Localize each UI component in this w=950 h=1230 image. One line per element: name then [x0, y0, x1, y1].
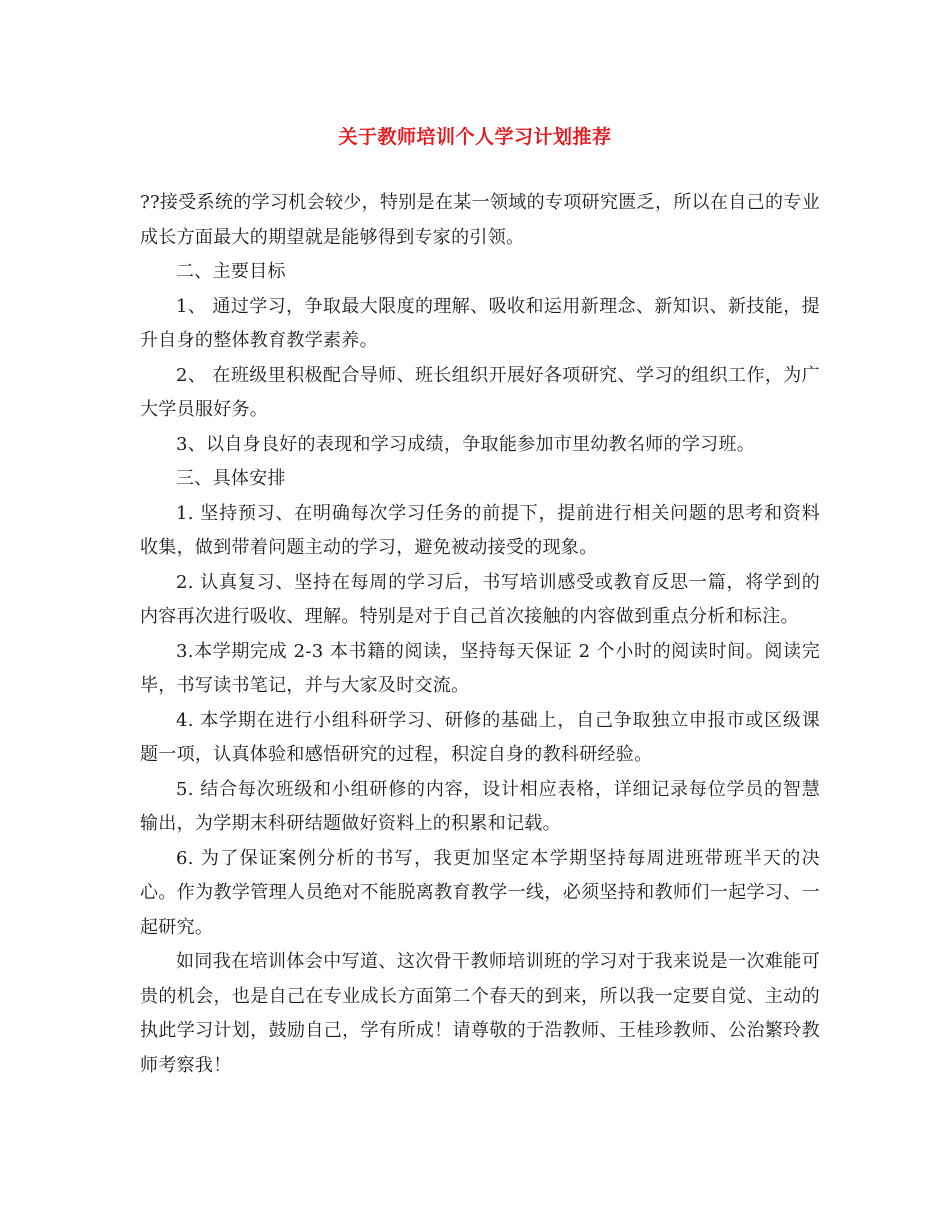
- paragraph: 1. 坚持预习、在明确每次学习任务的前提下，提前进行相关问题的思考和资料收集，做到带着问题主动的学习，避免被动接受的现象。: [140, 502, 820, 558]
- paragraph: ??接受系统的学习机会较少，特别是在某一领域的专项研究匮乏，所以在自己的专业成长方面最大的期望就是能够得到专家的引领。: [140, 192, 820, 248]
- paragraph: 4. 本学期在进行小组科研学习、研修的基础上，自己争取独立申报市或区级课题一项，认真体验和感悟研究的过程，积淀自身的教科研经验。: [140, 709, 820, 765]
- paragraph: 三、具体安排: [176, 468, 286, 489]
- paragraph: 3.本学期完成 2-3 本书籍的阅读，坚持每天保证 2 个小时的阅读时间。阅读完毕，书写读书笔记，并与大家及时交流。: [140, 640, 820, 696]
- document-body: [140, 186, 820, 1083]
- paragraph: 6. 为了保证案例分析的书写，我更加坚定本学期坚持每周进班带班半天的决心。作为教学管理人员绝对不能脱离教育教学一线，必须坚持和教师们一起学习、一起研究。: [140, 847, 820, 938]
- paragraph: 3、以自身良好的表现和学习成绩，争取能参加市里幼教名师的学习班。: [176, 433, 756, 455]
- paragraph: 2、 在班级里积极配合导师、班长组织开展好各项研究、学习的组织工作，为广大学员服好务。: [140, 364, 820, 420]
- paragraph: 如同我在培训体会中写道、这次骨干教师培训班的学习对于我来说是一次难能可贵的机会，也是自己在专业成长方面第二个春天的到来，所以我一定要自觉、主动的执此学习计划，鼓励自己，学有所成！请尊敬的于浩教师、王桂珍教师、公治繁玲教师考察我！: [140, 951, 820, 1076]
- document-title: 关于教师培训个人学习计划推荐: [338, 126, 612, 148]
- paragraph: 2. 认真复习、坚持在每周的学习后，书写培训感受或教育反思一篇，将学到的内容再次进行吸收、理解。特别是对于自己首次接触的内容做到重点分析和标注。: [140, 571, 820, 627]
- paragraph: 二、主要目标: [176, 261, 286, 282]
- paragraph: 1、 通过学习，争取最大限度的理解、吸收和运用新理念、新知识、新技能，提升自身的整体教育教学素养。: [140, 295, 820, 351]
- paragraph: 5. 结合每次班级和小组研修的内容，设计相应表格，详细记录每位学员的智慧输出，为学期末科研结题做好资料上的积累和记载。: [140, 778, 820, 834]
